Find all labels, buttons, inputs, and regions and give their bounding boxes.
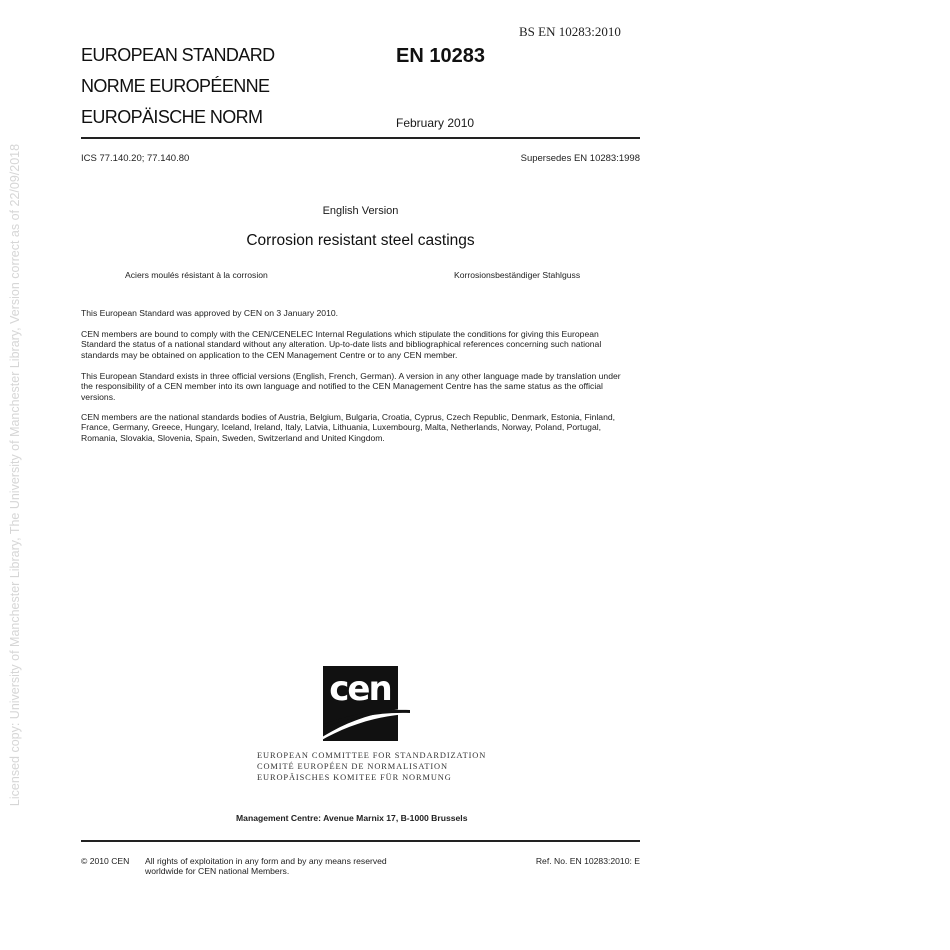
regulations-paragraph: CEN members are bound to comply with the CEN/CENELEC Internal Regulations which stipulate the conditions for giving this European Standard the status of a national standard without any alteration. Up-to-date lists and bibliographical references concerning such national standards may be obtained on application to the CEN Management Centre or to any CEN member. <box>81 329 602 360</box>
approval-paragraph: This European Standard was approved by CEN on 3 January 2010. <box>81 308 339 318</box>
document-title: Corrosion resistant steel castings <box>246 232 475 249</box>
ics-codes: ICS 77.140.20; 77.140.80 <box>81 153 190 164</box>
header-divider <box>81 137 640 139</box>
versions-paragraph: This European Standard exists in three official versions (English, French, German). A version in any other language made by translation under the responsibility of a CEN member into its own language and notified to the CEN Management Centre has the same status as the official versions. <box>81 371 621 402</box>
rights-line-1: All rights of exploitation in any form and by any means reserved <box>145 856 387 866</box>
committee-name-english: EUROPEAN COMMITTEE FOR STANDARDIZATION <box>257 751 487 760</box>
cen-logo-text: cen <box>329 669 391 709</box>
title-german: Korrosionsbeständiger Stahlguss <box>454 270 581 280</box>
committee-name-german: EUROPÄISCHES KOMITEE FÜR NORMUNG <box>257 773 452 782</box>
title-french: Aciers moulés résistant à la corrosion <box>125 270 268 280</box>
standard-name-german: EUROPÄISCHE NORM <box>81 107 263 127</box>
version-label: English Version <box>322 205 399 217</box>
standard-name-english: EUROPEAN STANDARD <box>81 45 275 65</box>
license-watermark-text: Licensed copy: University of Manchester Library, The University of Manchester Library, Version correct as of 22/09/2018 <box>8 143 22 807</box>
publication-date: February 2010 <box>396 116 475 130</box>
rights-line-2: worldwide for CEN national Members. <box>145 866 290 876</box>
members-paragraph: CEN members are the national standards bodies of Austria, Belgium, Bulgaria, Croatia, Cyprus, Czech Republic, Denmark, Estonia, Finland, France, Germany, Greece, Hungary, Iceland, Ireland, Italy, Latvia, Lithuania, Luxembourg, Malta, Netherlands, Norway, Poland, Portugal, Romania, Slovakia, Slovenia, Spain, Sweden, Switzerland and United Kingdom. <box>81 412 616 443</box>
committee-name-french: COMITÉ EUROPÉEN DE NORMALISATION <box>257 762 448 771</box>
cen-logo <box>316 664 412 744</box>
reference-number: Ref. No. EN 10283:2010: E <box>535 856 640 866</box>
standard-number: EN 10283 <box>396 45 485 67</box>
footer-divider <box>81 840 640 842</box>
standard-name-french: NORME EUROPÉENNE <box>81 76 270 96</box>
management-centre-address: Management Centre: Avenue Marnix 17, B-1000 Brussels <box>236 813 468 823</box>
supersedes-note: Supersedes EN 10283:1998 <box>520 153 640 164</box>
bs-reference: BS EN 10283:2010 <box>519 24 621 39</box>
copyright-notice: © 2010 CEN <box>81 856 130 866</box>
